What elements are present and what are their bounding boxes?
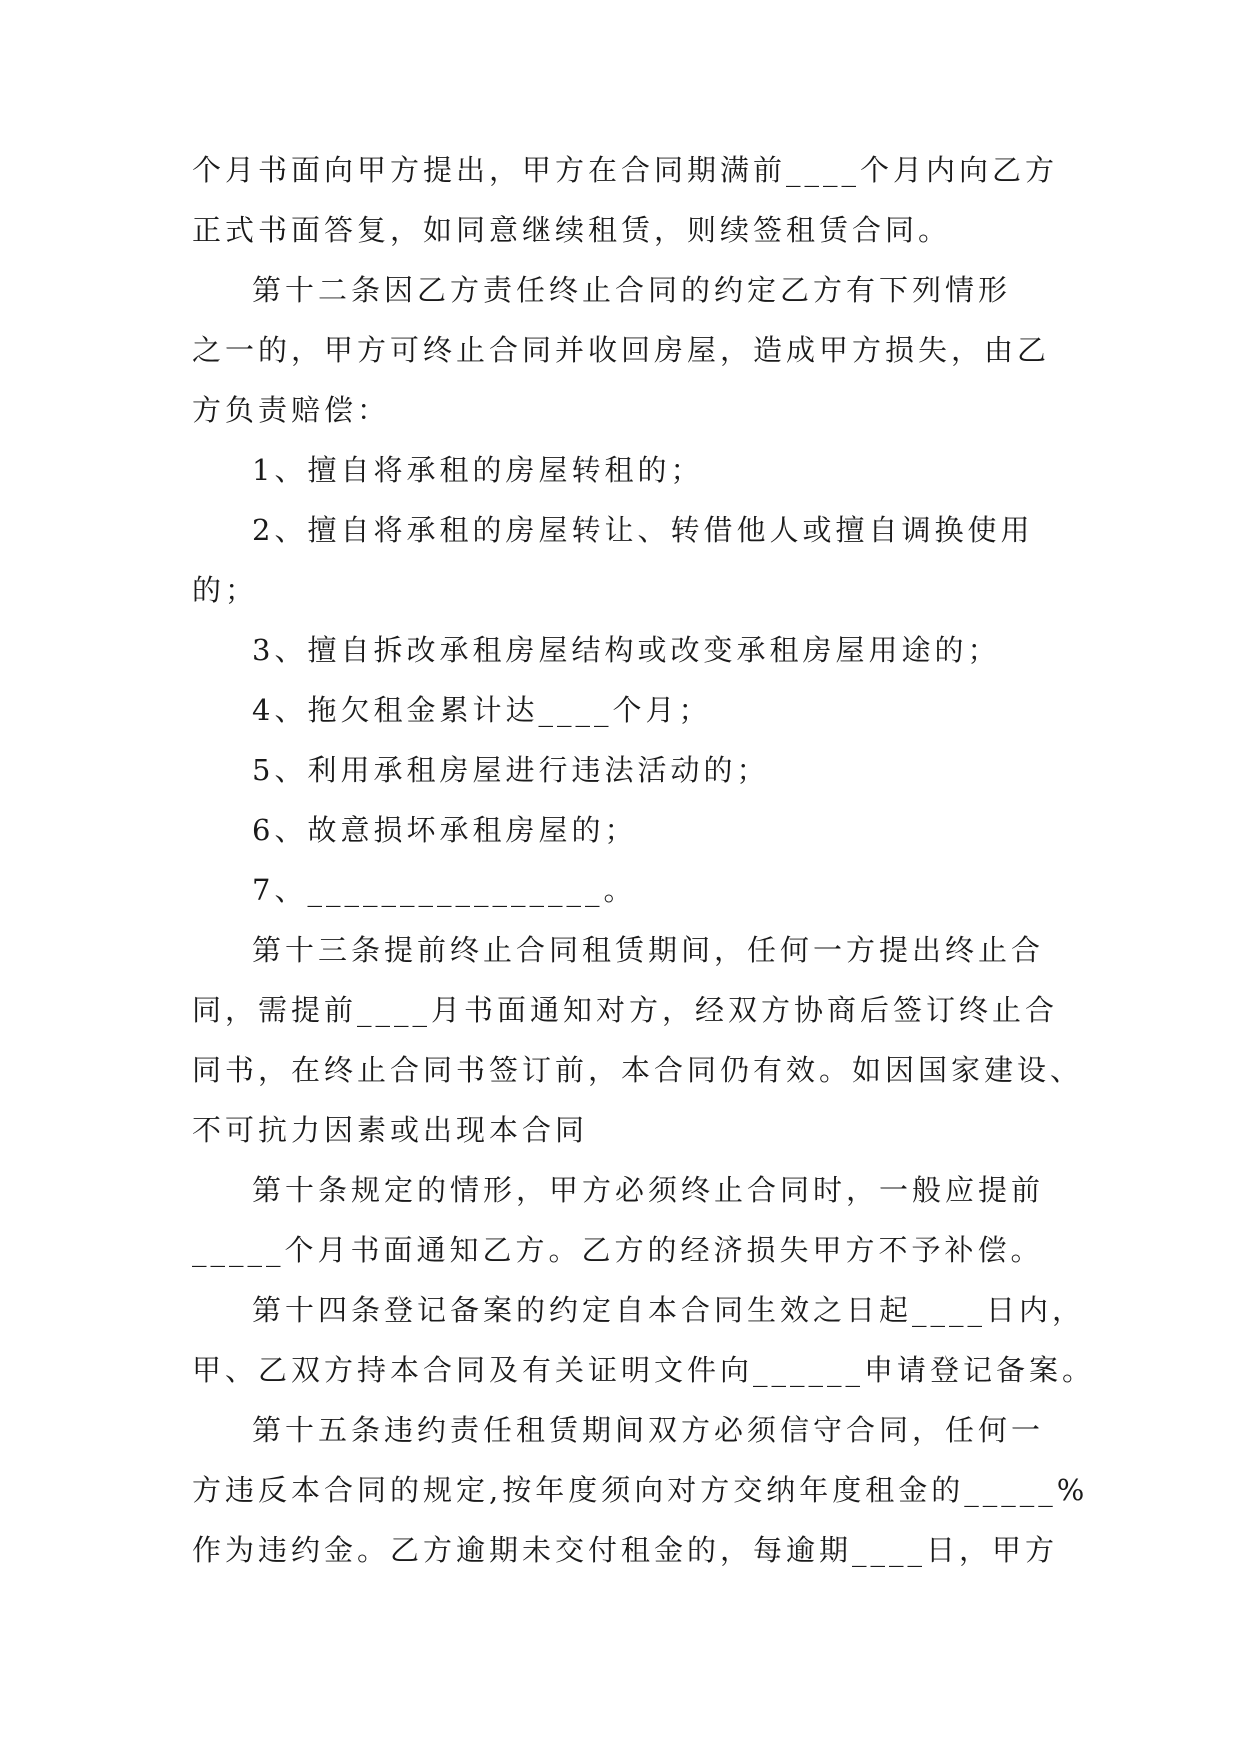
text-line: 作为违约金。乙方逾期未交付租金的，每逾期____日，甲方 bbox=[192, 1533, 1059, 1567]
text-line: 第十条规定的情形，甲方必须终止合同时，一般应提前 bbox=[252, 1173, 1045, 1207]
text-line: 方负责赔偿： bbox=[192, 393, 391, 427]
list-item: 5、利用承租房屋进行违法活动的； bbox=[252, 753, 770, 787]
article-12-heading: 第十二条因乙方责任终止合同的约定乙方有下列情形 bbox=[252, 273, 1012, 307]
text-line: 同，需提前____月书面通知对方，经双方协商后签订终止合 bbox=[192, 993, 1059, 1027]
article-14-heading: 第十四条登记备案的约定自本合同生效之日起____日内， bbox=[252, 1293, 1086, 1327]
text-line: 同书，在终止合同书签订前，本合同仍有效。如因国家建设、 bbox=[192, 1053, 1084, 1087]
text-line: _____个月书面通知乙方。乙方的经济损失甲方不予补偿。 bbox=[192, 1233, 1044, 1267]
list-item: 3、擅自拆改承租房屋结构或改变承租房屋用途的； bbox=[252, 633, 1001, 667]
text-line: 的； bbox=[192, 573, 259, 607]
text-line: 个月书面向甲方提出，甲方在合同期满前____个月内向乙方 bbox=[192, 153, 1059, 187]
list-item: 7、________________。 bbox=[252, 873, 637, 907]
list-item: 4、拖欠租金累计达____个月； bbox=[252, 693, 712, 727]
text-line: 之一的，甲方可终止合同并收回房屋，造成甲方损失，由乙 bbox=[192, 333, 1051, 367]
list-item: 2、擅自将承租的房屋转让、转借他人或擅自调换使用 bbox=[252, 513, 1034, 547]
list-item: 6、故意损坏承租房屋的； bbox=[252, 813, 638, 847]
article-13-heading: 第十三条提前终止合同租赁期间，任何一方提出终止合 bbox=[252, 933, 1045, 967]
text-line: 不可抗力因素或出现本合同 bbox=[192, 1113, 589, 1147]
list-item: 1、擅自将承租的房屋转租的； bbox=[252, 453, 704, 487]
text-line: 方违反本合同的规定,按年度须向对方交纳年度租金的_____% bbox=[192, 1473, 1089, 1507]
text-line: 正式书面答复，如同意继续租赁，则续签租赁合同。 bbox=[192, 213, 952, 247]
text-line: 甲、乙双方持本合同及有关证明文件向______申请登记备案。 bbox=[192, 1353, 1096, 1387]
article-15-heading: 第十五条违约责任租赁期间双方必须信守合同，任何一 bbox=[252, 1413, 1045, 1447]
